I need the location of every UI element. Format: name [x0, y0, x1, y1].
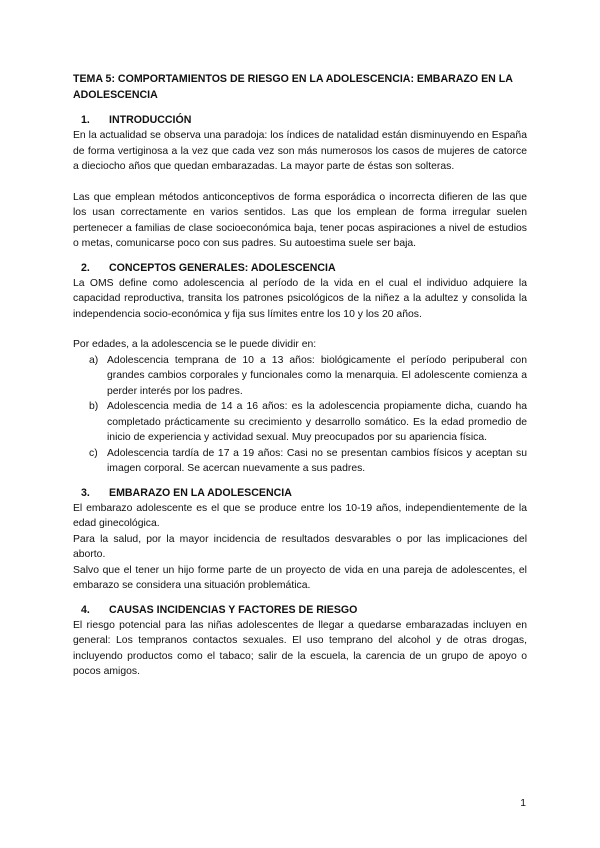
section-heading — [73, 486, 527, 501]
paragraph: En la actualidad se observa una paradoja: los índices de natalidad están disminuyendo en España de forma vertiginosa a la vez que cada vez son más numerosos los casos de mujeres de catorce a dieciocho años que quedan embarazadas. La mayor parte de éstas son solteras. — [73, 130, 527, 172]
age-stage-list — [73, 353, 527, 477]
list-marker: a) — [89, 354, 99, 366]
section-title: CONCEPTOS GENERALES: ADOLESCENCIA — [109, 261, 336, 274]
paragraph: Salvo que el tener un hijo forme parte de un proyecto de vida en una pareja de adolescentes, el embarazo se considera una situación problemática. — [73, 564, 527, 591]
document-page — [73, 72, 527, 680]
section-heading — [73, 113, 527, 128]
section-heading — [73, 603, 527, 618]
document-title: TEMA 5: COMPORTAMIENTOS DE RIESGO EN LA ADOLESCENCIA: EMBARAZO EN LA ADOLESCENCIA — [73, 73, 513, 101]
section-introduccion — [73, 113, 527, 252]
paragraph: El riesgo potencial para las niñas adolescentes de llegar a quedarse embarazadas incluyen en general: Los tempranos contactos sexuales. El uso temprano del alcohol y de otras drogas, incluyendo productos como el tabaco; salir de la escuela, la carencia de un grupo de apoyo o pocos amigos. — [73, 619, 527, 677]
list-item-text: Adolescencia temprana de 10 a 13 años: biológicamente el período peripuberal con grandes cambios corporales y funcionales como la menarquia. El adolescente comienza a perder interés por los padres. — [107, 354, 527, 397]
section-title: INTRODUCCIÓN — [109, 114, 192, 126]
paragraph: Las que emplean métodos anticonceptivos de forma esporádica o incorrecta difieren de las que los usan correctamente en varios sentidos. Las que los emplean de forma irregular suelen pertenecer a familias de clase socioeconómica baja, tener pocas aspiraciones a nivel de estudios o metas, comunicarse poco con sus padres. Su autoestima suele ser baja. — [73, 191, 527, 249]
section-number: 3. — [81, 486, 90, 499]
list-item — [73, 446, 527, 477]
list-item-text: Adolescencia tardía de 17 a 19 años: Casi no se presentan cambios físicos y aceptan su imagen corporal. Se acercan nuevamente a sus padres. — [107, 447, 527, 474]
section-heading — [73, 261, 527, 276]
section-embarazo — [73, 486, 527, 594]
list-marker: c) — [89, 447, 98, 459]
section-title: EMBARAZO EN LA ADOLESCENCIA — [109, 486, 292, 499]
section-conceptos-generales — [73, 261, 527, 477]
section-title: CAUSAS INCIDENCIAS Y FACTORES DE RIESGO — [109, 603, 358, 616]
list-marker: b) — [89, 401, 99, 412]
paragraph: Por edades, a la adolescencia se le puede dividir en: — [73, 339, 317, 350]
page-number: 1 — [520, 798, 526, 809]
paragraph: La OMS define como adolescencia al período de la vida en el cual el individuo adquiere la capacidad reproductiva, transita los patrones psicológicos de la niñez a la adultez y consolida la independencia socio-económica y fija sus límites entre los 10 y los 20 años. — [73, 277, 527, 320]
section-number: 2. — [81, 261, 90, 274]
list-item — [73, 353, 527, 400]
list-item — [73, 399, 527, 446]
section-number: 4. — [81, 603, 90, 616]
list-item-text: Adolescencia media de 14 a 16 años: es la adolescencia propiamente dicha, cuando ha completado prácticamente su crecimiento y desarrollo somático. Es la edad promedio de inicio de experiencia y actividad sexual. Muy preocupados por su apariencia física. — [107, 401, 527, 443]
paragraph: Para la salud, por la mayor incidencia de resultados desvarables o por las implicaciones del aborto. — [73, 533, 527, 560]
section-number: 1. — [81, 114, 90, 126]
paragraph: El embarazo adolescente es el que se produce entre los 10-19 años, independientemente de la edad ginecológica. — [73, 502, 527, 529]
section-causas — [73, 603, 527, 680]
